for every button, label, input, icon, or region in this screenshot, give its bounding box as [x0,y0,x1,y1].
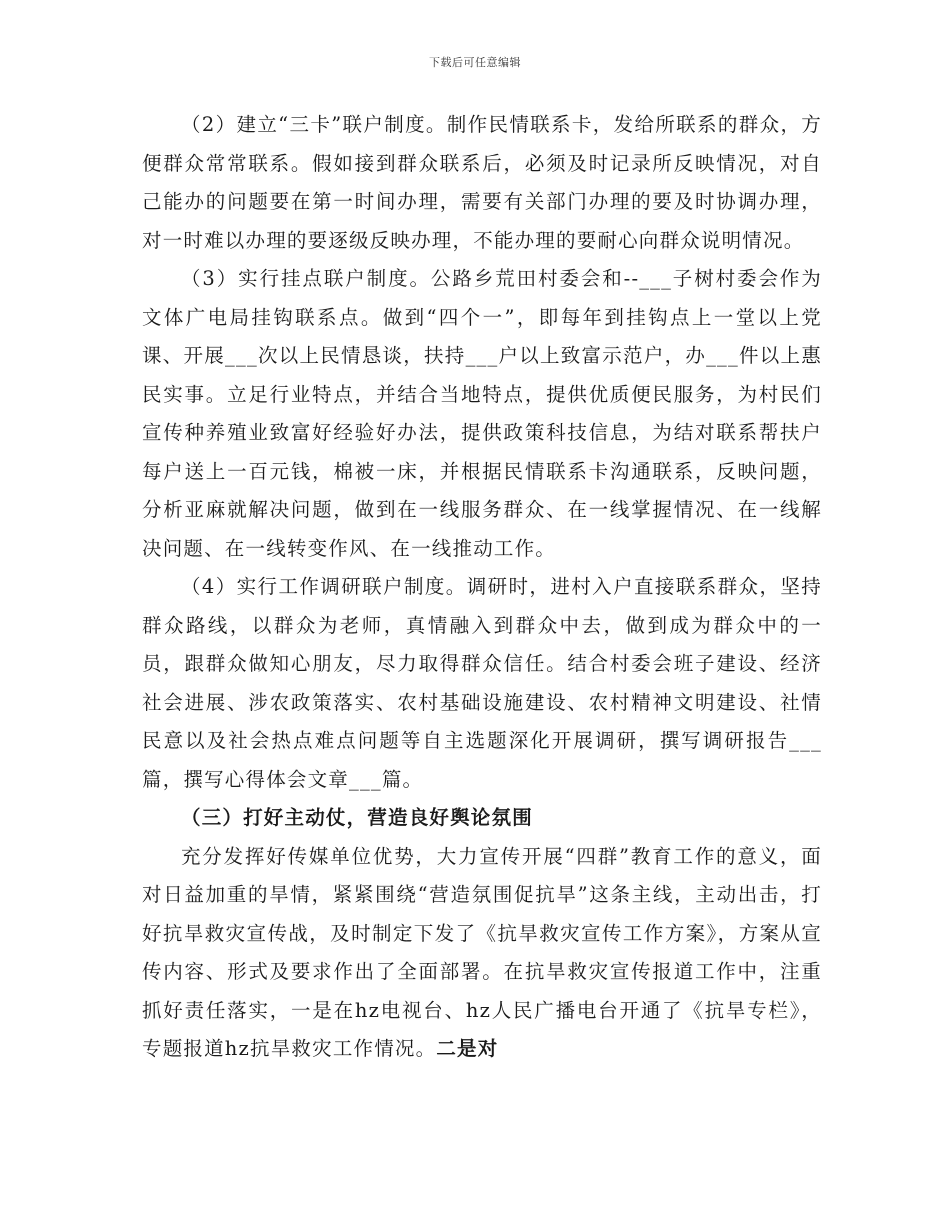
paragraph-media-publicity-text: 充分发挥好传媒单位优势，大力宣传开展“四群”教育工作的意义，面对日益加重的旱情，紧紧围绕“营造氛围促抗旱”这条主线，主动出击，打好抗旱救灾宣传战，及时制定下发了《抗旱救灾宣传工作方案》，方案从宣传内容、形式及要求作出了全面部署。在抗旱救灾宣传报道工作中，注重抓好责任落实，一是在hz电视台、hz人民广播电台开通了《抗旱专栏》，专题报道hz抗旱救灾工作情况。 [142,844,822,1060]
paragraph-contact-point-system: （3）实行挂点联户制度。公路乡荒田村委会和--___子树村委会作为文体广电局挂钩联系点。做到“四个一”，即每年到挂钩点上一堂以上党课、开展___次以上民情恳谈，扶持___户以上致富示范户，办___件以上惠民实事。立足行业特点，并结合当地特点，提供优质便民服务，为村民们宣传种养殖业致富好经验好办法，提供政策科技信息，为结对联系帮扶户每户送上一百元钱，棉被一床，并根据民情联系卡沟通联系，反映问题，分析亚麻就解决问题，做到在一线服务群众、在一线掌握情况、在一线解决问题、在一线转变作风、在一线推动工作。 [142,267,822,560]
paragraph-media-publicity [142,838,822,1069]
paragraph-bold-continuation: 二是对 [436,1037,499,1060]
paragraph-research-system: （4）实行工作调研联户制度。调研时，进村入户直接联系群众，坚持群众路线，以群众为老师，真情融入到群众中去，做到成为群众中的一员，跟群众做知心朋友，尽力取得群众信任。结合村委会班子建设、经济社会进展、涉农政策落实、农村基础设施建设、农村精神文明建设、社情民意以及社会热点难点问题等自主选题深化开展调研，撰写调研报告___篇，撰写心得体会文章___篇。 [142,575,822,791]
page-header: 下载后可任意编辑 [429,56,521,69]
paragraph-three-card-system: （2）建立“三卡”联户制度。制作民情联系卡，发给所联系的群众，方便群众常常联系。假如接到群众联系后，必须及时记录所反映情况，对自己能办的问题要在第一时间办理，需要有关部门办理的要及时协调办理，对一时难以办理的要逐级反映办理，不能办理的要耐心向群众说明情况。 [142,113,822,252]
document-body [142,106,822,1069]
section-heading: （三）打好主动仗，营造良好舆论氛围 [181,806,533,829]
